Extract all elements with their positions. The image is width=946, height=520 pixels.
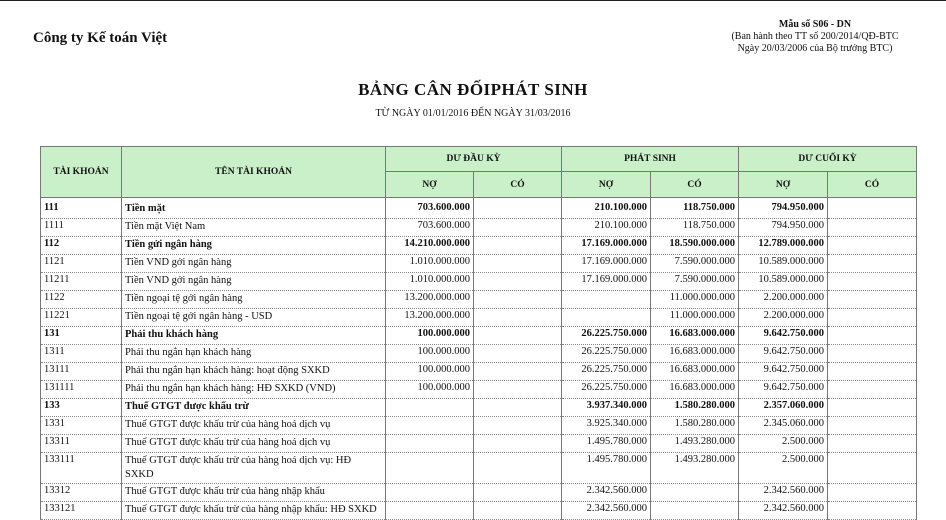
movement-debit-cell: 26.225.750.000	[562, 381, 651, 399]
opening-debit-cell	[386, 399, 474, 417]
opening-debit-cell	[386, 417, 474, 435]
form-code: Mẫu số S06 - DN	[778, 19, 852, 30]
header-account: TÀI KHOẢN	[41, 147, 122, 198]
opening-credit-cell	[474, 291, 562, 309]
header-movement: PHÁT SINH	[562, 147, 739, 172]
account-name-cell: Phải thu ngắn hạn khách hàng: HĐ SXKD (VND)	[122, 381, 386, 399]
closing-debit-cell: 794.950.000	[739, 219, 828, 237]
movement-debit-cell: 210.100.000	[562, 219, 651, 237]
table-row	[41, 201, 917, 219]
opening-debit-cell: 100.000.000	[386, 381, 474, 399]
movement-credit-cell: 16.683.000.000	[651, 363, 739, 381]
opening-credit-cell	[474, 381, 562, 399]
opening-credit-cell	[474, 502, 562, 520]
closing-credit-cell	[828, 201, 917, 219]
closing-credit-cell	[828, 291, 917, 309]
account-code-cell: 133111	[41, 453, 122, 484]
movement-debit-cell: 17.169.000.000	[562, 237, 651, 255]
opening-credit-cell	[474, 201, 562, 219]
closing-debit-cell: 2.342.560.000	[739, 484, 828, 502]
closing-debit-cell: 10.589.000.000	[739, 255, 828, 273]
account-code-cell: 13311	[41, 435, 122, 453]
account-code-cell: 13312	[41, 484, 122, 502]
closing-debit-cell: 2.345.060.000	[739, 417, 828, 435]
closing-credit-cell	[828, 502, 917, 520]
movement-debit-cell: 2.342.560.000	[562, 484, 651, 502]
account-name-cell: Tiền gửi ngân hàng	[122, 237, 386, 255]
closing-credit-cell	[828, 435, 917, 453]
movement-credit-cell: 16.683.000.000	[651, 345, 739, 363]
opening-debit-cell: 13.200.000.000	[386, 291, 474, 309]
table-row	[41, 327, 917, 345]
closing-credit-cell	[828, 484, 917, 502]
header-closing-credit: CÓ	[828, 172, 917, 198]
account-name-cell: Tiền ngoại tệ gởi ngân hàng	[122, 291, 386, 309]
account-code-cell: 13111	[41, 363, 122, 381]
closing-debit-cell: 12.789.000.000	[739, 237, 828, 255]
closing-debit-cell: 9.642.750.000	[739, 345, 828, 363]
movement-debit-cell: 2.342.560.000	[562, 502, 651, 520]
account-name-cell: Tiền VND gởi ngân hàng	[122, 255, 386, 273]
table-row	[41, 255, 917, 273]
movement-credit-cell: 1.493.280.000	[651, 435, 739, 453]
opening-debit-cell	[386, 435, 474, 453]
account-name-cell: Thuế GTGT được khấu trừ	[122, 399, 386, 417]
opening-credit-cell	[474, 453, 562, 484]
opening-debit-cell: 14.210.000.000	[386, 237, 474, 255]
closing-credit-cell	[828, 327, 917, 345]
header-opening-debit: NỢ	[386, 172, 474, 198]
account-code-cell: 11221	[41, 309, 122, 327]
opening-credit-cell	[474, 399, 562, 417]
opening-credit-cell	[474, 417, 562, 435]
table-row	[41, 502, 917, 520]
closing-debit-cell: 2.357.060.000	[739, 399, 828, 417]
trial-balance-table	[40, 146, 917, 520]
header-closing-balance: DƯ CUỐI KỲ	[739, 147, 917, 172]
closing-debit-cell: 2.200.000.000	[739, 309, 828, 327]
opening-credit-cell	[474, 345, 562, 363]
header-opening-balance: DƯ ĐẦU KỲ	[386, 147, 562, 172]
table-row	[41, 363, 917, 381]
closing-credit-cell	[828, 273, 917, 291]
account-name-cell: Phải thu khách hàng	[122, 327, 386, 345]
movement-credit-cell: 1.493.280.000	[651, 453, 739, 484]
table-row	[41, 273, 917, 291]
table-row	[41, 237, 917, 255]
header-opening-credit: CÓ	[474, 172, 562, 198]
account-code-cell: 112	[41, 237, 122, 255]
opening-debit-cell	[386, 484, 474, 502]
closing-credit-cell	[828, 417, 917, 435]
opening-debit-cell: 100.000.000	[386, 363, 474, 381]
closing-credit-cell	[828, 309, 917, 327]
form-info	[700, 19, 930, 55]
account-code-cell: 133	[41, 399, 122, 417]
closing-credit-cell	[828, 237, 917, 255]
account-name-cell: Tiền mặt	[122, 201, 386, 219]
opening-credit-cell	[474, 363, 562, 381]
account-code-cell: 1121	[41, 255, 122, 273]
report-period: TỪ NGÀY 01/01/2016 ĐẾN NGÀY 31/03/2016	[375, 108, 571, 119]
closing-debit-cell: 2.200.000.000	[739, 291, 828, 309]
table-row	[41, 291, 917, 309]
movement-debit-cell: 26.225.750.000	[562, 345, 651, 363]
movement-credit-cell: 7.590.000.000	[651, 273, 739, 291]
opening-credit-cell	[474, 273, 562, 291]
opening-debit-cell: 13.200.000.000	[386, 309, 474, 327]
account-code-cell: 133121	[41, 502, 122, 520]
movement-debit-cell: 17.169.000.000	[562, 273, 651, 291]
account-code-cell: 1331	[41, 417, 122, 435]
header-closing-debit: NỢ	[739, 172, 828, 198]
opening-credit-cell	[474, 255, 562, 273]
header-movement-debit: NỢ	[562, 172, 651, 198]
opening-debit-cell: 100.000.000	[386, 345, 474, 363]
opening-credit-cell	[474, 237, 562, 255]
table-row	[41, 453, 917, 484]
movement-credit-cell: 18.590.000.000	[651, 237, 739, 255]
closing-debit-cell: 10.589.000.000	[739, 273, 828, 291]
account-name-cell: Thuế GTGT được khấu trừ của hàng hoá dịch vụ	[122, 435, 386, 453]
opening-credit-cell	[474, 327, 562, 345]
movement-debit-cell: 26.225.750.000	[562, 363, 651, 381]
movement-debit-cell: 210.100.000	[562, 201, 651, 219]
table-row	[41, 435, 917, 453]
account-name-cell: Phải thu ngắn hạn khách hàng: hoạt động SXKD	[122, 363, 386, 381]
table-body	[41, 198, 917, 520]
opening-credit-cell	[474, 484, 562, 502]
account-name-cell: Thuế GTGT được khấu trừ của hàng nhập khẩu: HĐ SXKD	[122, 502, 386, 520]
movement-debit-cell: 3.937.340.000	[562, 399, 651, 417]
report-title: BẢNG CÂN ĐỐIPHÁT SINH	[358, 80, 588, 99]
table-row	[41, 309, 917, 327]
movement-debit-cell: 1.495.780.000	[562, 453, 651, 484]
opening-debit-cell: 703.600.000	[386, 219, 474, 237]
closing-credit-cell	[828, 453, 917, 484]
closing-debit-cell: 2.500.000	[739, 453, 828, 484]
movement-debit-cell: 17.169.000.000	[562, 255, 651, 273]
header-movement-credit: CÓ	[651, 172, 739, 198]
closing-credit-cell	[828, 219, 917, 237]
account-code-cell: 131111	[41, 381, 122, 399]
movement-credit-cell: 118.750.000	[651, 219, 739, 237]
form-note-line-1: (Ban hành theo TT số 200/2014/QĐ-BTC	[731, 31, 899, 42]
movement-credit-cell: 16.683.000.000	[651, 381, 739, 399]
account-name-cell: Phải thu ngắn hạn khách hàng	[122, 345, 386, 363]
opening-debit-cell	[386, 502, 474, 520]
closing-debit-cell: 2.342.560.000	[739, 502, 828, 520]
account-code-cell: 1122	[41, 291, 122, 309]
table-row	[41, 484, 917, 502]
opening-debit-cell: 1.010.000.000	[386, 255, 474, 273]
top-border	[0, 0, 946, 1]
movement-debit-cell	[562, 309, 651, 327]
closing-debit-cell: 9.642.750.000	[739, 363, 828, 381]
account-name-cell: Tiền mặt Việt Nam	[122, 219, 386, 237]
account-code-cell: 111	[41, 201, 122, 219]
table-row	[41, 417, 917, 435]
account-code-cell: 1311	[41, 345, 122, 363]
opening-debit-cell: 1.010.000.000	[386, 273, 474, 291]
movement-credit-cell: 118.750.000	[651, 201, 739, 219]
movement-credit-cell: 16.683.000.000	[651, 327, 739, 345]
header-account-name: TÊN TÀI KHOẢN	[122, 147, 386, 198]
opening-credit-cell	[474, 435, 562, 453]
movement-credit-cell: 7.590.000.000	[651, 255, 739, 273]
closing-credit-cell	[828, 381, 917, 399]
account-name-cell: Tiền VND gởi ngân hàng	[122, 273, 386, 291]
closing-debit-cell: 9.642.750.000	[739, 327, 828, 345]
movement-credit-cell	[651, 502, 739, 520]
movement-credit-cell: 1.580.280.000	[651, 417, 739, 435]
closing-debit-cell: 794.950.000	[739, 201, 828, 219]
closing-credit-cell	[828, 363, 917, 381]
movement-credit-cell: 11.000.000.000	[651, 309, 739, 327]
account-name-cell: Tiền ngoại tệ gởi ngân hàng - USD	[122, 309, 386, 327]
account-name-cell: Thuế GTGT được khấu trừ của hàng hoá dịch vụ	[122, 417, 386, 435]
closing-debit-cell: 9.642.750.000	[739, 381, 828, 399]
closing-credit-cell	[828, 255, 917, 273]
account-code-cell: 11211	[41, 273, 122, 291]
table-row	[41, 399, 917, 417]
company-name: Công ty Kế toán Việt	[33, 30, 168, 46]
closing-credit-cell	[828, 399, 917, 417]
opening-credit-cell	[474, 309, 562, 327]
account-name-cell: Thuế GTGT được khấu trừ của hàng hoá dịch vụ: HĐ SXKD	[122, 453, 386, 484]
table-row	[41, 381, 917, 399]
opening-debit-cell: 703.600.000	[386, 201, 474, 219]
table-row	[41, 345, 917, 363]
closing-credit-cell	[828, 345, 917, 363]
opening-credit-cell	[474, 219, 562, 237]
closing-debit-cell: 2.500.000	[739, 435, 828, 453]
movement-debit-cell: 26.225.750.000	[562, 327, 651, 345]
opening-debit-cell: 100.000.000	[386, 327, 474, 345]
account-name-cell: Thuế GTGT được khấu trừ của hàng nhập khẩu	[122, 484, 386, 502]
opening-debit-cell	[386, 453, 474, 484]
account-code-cell: 131	[41, 327, 122, 345]
movement-debit-cell: 3.925.340.000	[562, 417, 651, 435]
form-note-line-2: Ngày 20/03/2006 của Bộ trưởng BTC)	[737, 43, 893, 54]
table-row	[41, 219, 917, 237]
movement-credit-cell	[651, 484, 739, 502]
movement-credit-cell: 1.580.280.000	[651, 399, 739, 417]
movement-debit-cell	[562, 291, 651, 309]
account-code-cell: 1111	[41, 219, 122, 237]
movement-credit-cell: 11.000.000.000	[651, 291, 739, 309]
movement-debit-cell: 1.495.780.000	[562, 435, 651, 453]
